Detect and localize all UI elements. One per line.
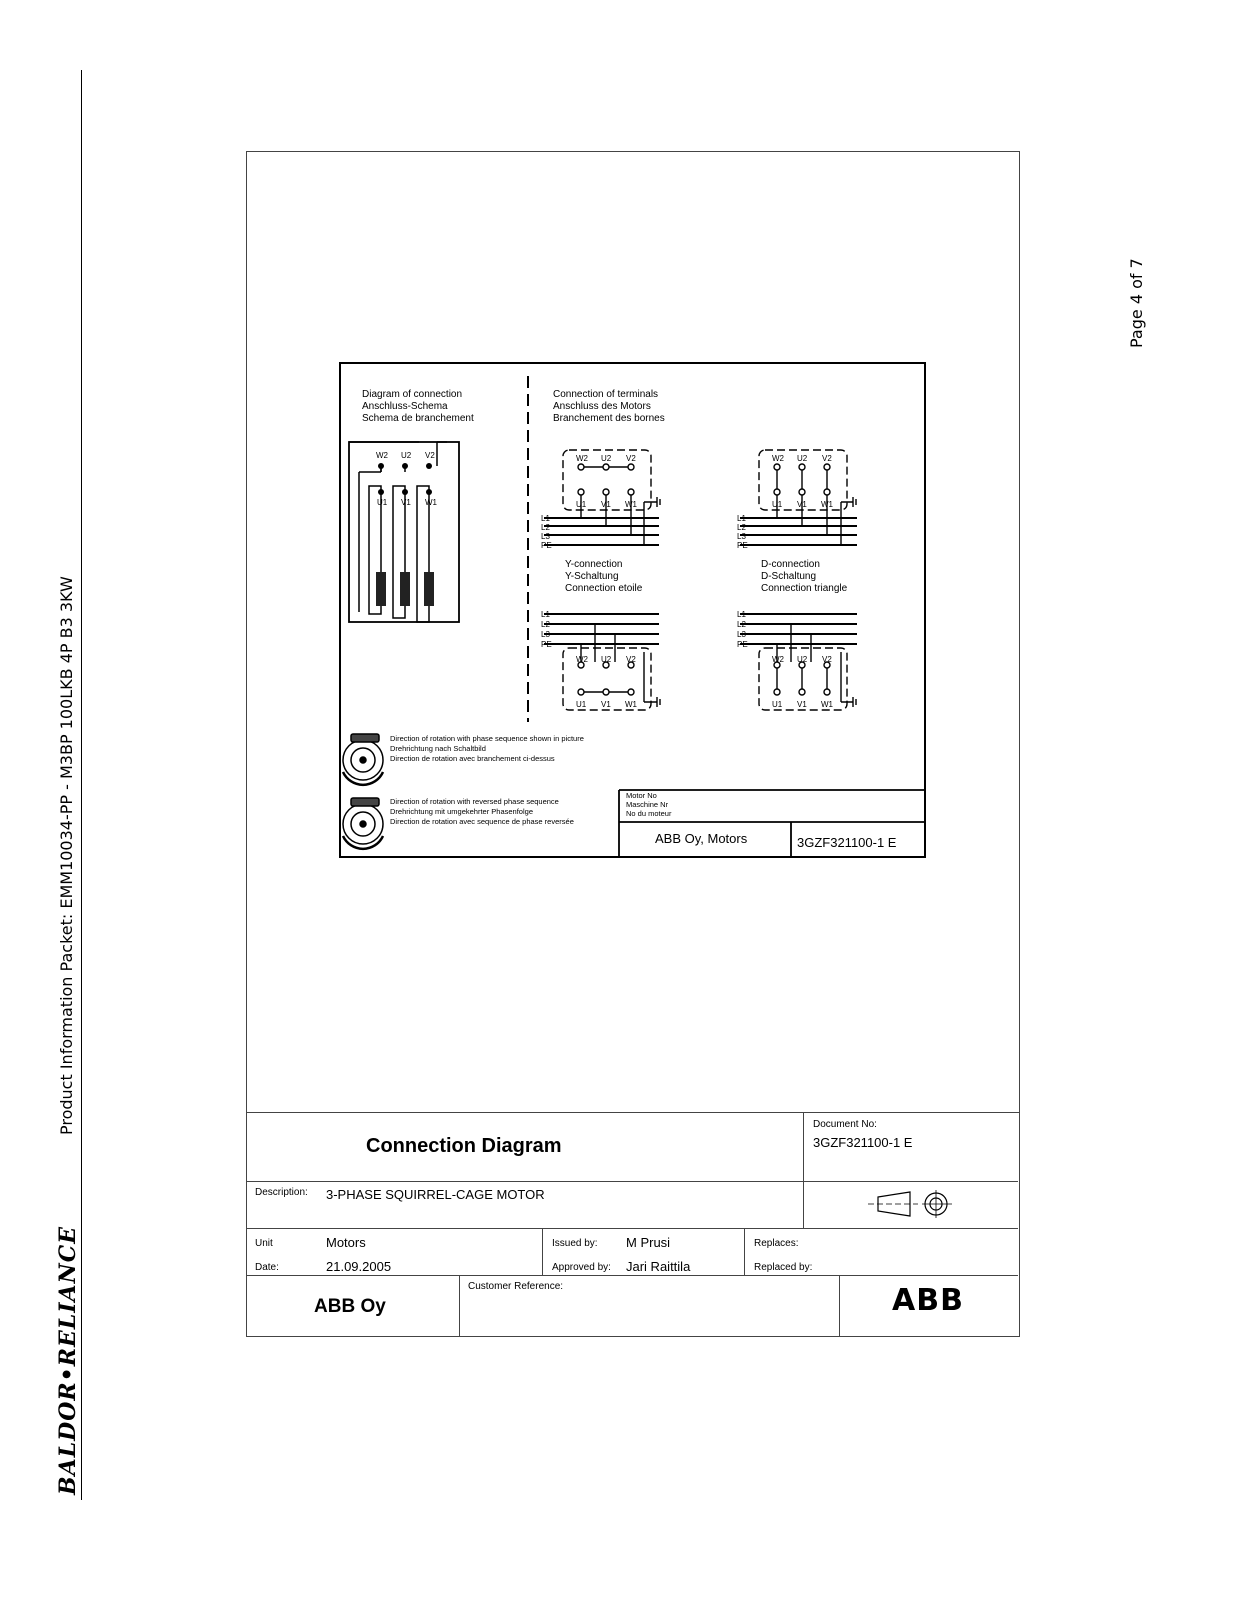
winding-label-w1: W1	[425, 498, 437, 507]
unit-value: Motors	[326, 1235, 366, 1250]
right-header-line-1: Connection of terminals	[553, 389, 659, 400]
customer-reference-label: Customer Reference:	[468, 1281, 564, 1292]
rotation-reversed-2: Drehrichtung mit umgekehrter Phasenfolge	[390, 807, 533, 816]
winding-label-u1: U1	[377, 498, 388, 507]
line-label-pe: PE	[737, 541, 748, 550]
rotation-normal-2: Drehrichtung nach Schaltbild	[390, 744, 486, 753]
left-header-line-1: Diagram of connection	[362, 389, 463, 400]
drawing-number: 3GZF321100-1 E	[797, 835, 897, 850]
document-no-label: Document No:	[813, 1119, 877, 1130]
line-label-l2: L2	[541, 620, 550, 629]
d-up-u1: U1	[772, 500, 783, 509]
company-name: ABB Oy	[314, 1296, 386, 1317]
rotation-normal-1: Direction of rotation with phase sequence shown in picture	[390, 734, 584, 743]
winding-label-u2: U2	[401, 451, 412, 460]
y-lo-v1: V1	[601, 700, 611, 709]
y-up-u2: U2	[601, 454, 612, 463]
d-lo-v2: V2	[822, 655, 832, 664]
packet-title: Product Information Packet: EMM10034-PP - M3BP 100LKB 4P B3 3KW	[57, 576, 76, 1135]
left-header-line-2: Anschluss-Schema	[362, 401, 448, 412]
description-label: Description:	[255, 1187, 308, 1198]
y-lo-v2: V2	[626, 655, 636, 664]
date-label: Date:	[255, 1262, 279, 1273]
line-label-l3: L3	[737, 630, 746, 639]
y-up-w2: W2	[576, 454, 588, 463]
rotation-normal-3: Direction de rotation avec branchement ci-dessus	[390, 754, 555, 763]
motor-rotation-icon	[343, 734, 383, 785]
d-lo-w2: W2	[772, 655, 784, 664]
d-caption-1: D-connection	[761, 559, 820, 570]
y-lo-w1: W1	[625, 700, 637, 709]
y-lo-u1: U1	[576, 700, 587, 709]
d-up-u2: U2	[797, 454, 808, 463]
d-up-v1: V1	[797, 500, 807, 509]
d-up-w1: W1	[821, 500, 833, 509]
y-up-w1: W1	[625, 500, 637, 509]
projection-symbol-icon	[866, 1189, 956, 1219]
drawing-company: ABB Oy, Motors	[655, 831, 748, 846]
coil-symbols	[376, 572, 434, 606]
document-title: Connection Diagram	[366, 1135, 562, 1157]
d-lo-u1: U1	[772, 700, 783, 709]
winding-label-w2: W2	[376, 451, 388, 460]
line-label-pe: PE	[541, 541, 552, 550]
line-label-l3: L3	[541, 630, 550, 639]
date-value: 21.09.2005	[326, 1259, 392, 1274]
document-no-value: 3GZF321100-1 E	[813, 1135, 913, 1150]
replaces-label: Replaces:	[754, 1238, 799, 1249]
line-label-l2: L2	[737, 620, 746, 629]
right-header-line-3: Branchement des bornes	[553, 413, 665, 424]
unit-label: Unit	[255, 1238, 273, 1249]
line-label-l3: L3	[737, 532, 746, 541]
d-lo-w1: W1	[821, 700, 833, 709]
line-label-l1: L1	[737, 610, 746, 619]
approved-label: Approved by:	[552, 1262, 611, 1273]
replaced-by-label: Replaced by:	[754, 1262, 813, 1273]
winding-label-v1: V1	[401, 498, 411, 507]
line-label-l2: L2	[541, 523, 550, 532]
winding-label-v2: V2	[425, 451, 435, 460]
line-label-l1: L1	[541, 610, 550, 619]
y-up-u1: U1	[576, 500, 587, 509]
d-connection-upper	[740, 450, 857, 545]
brand-logo: BALDOR•RELIANCE	[55, 1226, 81, 1495]
y-lo-w2: W2	[576, 655, 588, 664]
y-caption-2: Y-Schaltung	[565, 571, 619, 582]
d-lo-v1: V1	[797, 700, 807, 709]
issued-value: M Prusi	[626, 1235, 671, 1250]
motor-no-3: No du moteur	[626, 809, 672, 818]
approved-value: Jari Raittila	[626, 1259, 691, 1274]
page-indicator: Page 4 of 7	[1127, 258, 1146, 348]
line-label-l1: L1	[737, 514, 746, 523]
d-caption-3: Connection triangle	[761, 583, 848, 594]
rotation-reversed-1: Direction of rotation with reversed phase sequence	[390, 797, 559, 806]
y-lo-u2: U2	[601, 655, 612, 664]
y-connection-upper	[544, 450, 660, 545]
y-caption-3: Connection etoile	[565, 583, 643, 594]
issued-label: Issued by:	[552, 1238, 598, 1249]
motor-reverse-rotation-icon	[343, 798, 383, 849]
motor-no-2: Maschine Nr	[626, 800, 669, 809]
line-label-pe: PE	[541, 640, 552, 649]
line-label-l2: L2	[737, 523, 746, 532]
description-value: 3-PHASE SQUIRREL-CAGE MOTOR	[326, 1187, 545, 1202]
right-header-line-2: Anschluss des Motors	[553, 401, 651, 412]
d-lo-u2: U2	[797, 655, 808, 664]
d-caption-2: D-Schaltung	[761, 571, 817, 582]
d-up-v2: V2	[822, 454, 832, 463]
abb-logo: ABB	[892, 1283, 964, 1318]
line-label-l3: L3	[541, 532, 550, 541]
rotation-reversed-3: Direction de rotation avec sequence de phase reversée	[390, 817, 574, 826]
y-up-v2: V2	[626, 454, 636, 463]
connection-diagram	[339, 362, 927, 860]
motor-no-1: Motor No	[626, 791, 657, 800]
left-header-line-3: Schema de branchement	[362, 413, 474, 424]
y-caption-1: Y-connection	[565, 559, 623, 570]
line-label-pe: PE	[737, 640, 748, 649]
y-up-v1: V1	[601, 500, 611, 509]
title-block	[246, 1112, 1020, 1337]
d-up-w2: W2	[772, 454, 784, 463]
sidebar-divider	[81, 70, 82, 1500]
winding-terminals	[378, 463, 432, 495]
line-label-l1: L1	[541, 514, 550, 523]
